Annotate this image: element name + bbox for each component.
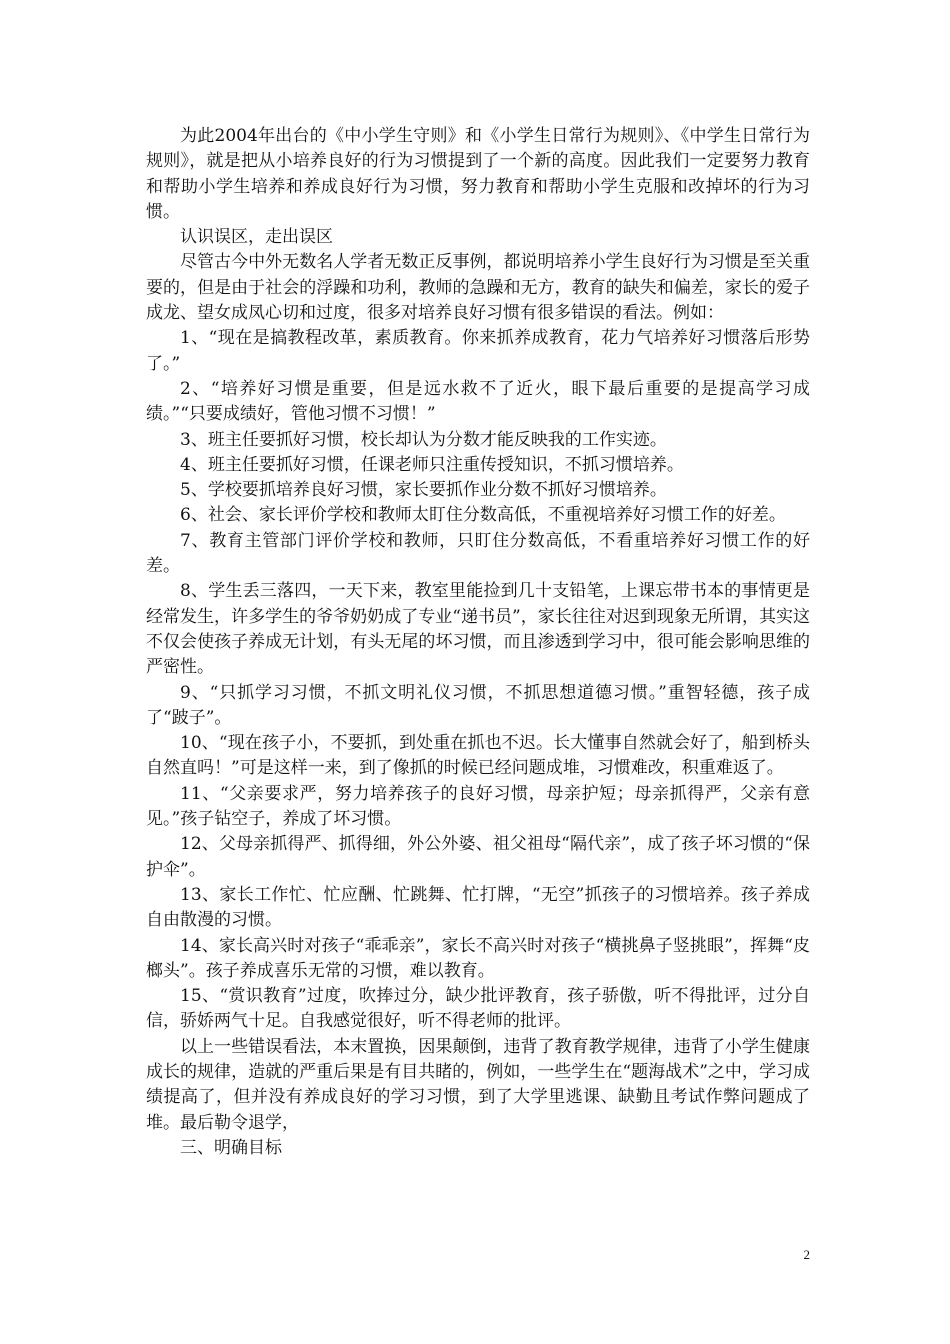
- list-item-3: 3、班主任要抓好习惯，校长却认为分数才能反映我的工作实迹。: [180, 429, 667, 450]
- list-item-12: 12、父母亲抓得严、抓得细，外公外婆、祖父祖母“隔代亲”，成了孩子坏习惯的“保护伞”。: [146, 834, 810, 880]
- paragraph-intro: 为此2004年出台的《中小学生守则》和《小学生日常行为规则》、《中学生日常行为规则》，就是把从小培养良好的行为习惯提到了一个新的高度。因此我们一定要努力教育和帮助小学生培养和养成良好行为习惯，努力教育和帮助小学生克服和改掉坏的行为习惯。: [146, 126, 810, 222]
- paragraph-misconceptions-intro: 尽管古今中外无数名人学者无数正反事例，都说明培养小学生良好行为习惯是至关重要的，但是由于社会的浮躁和功利，教师的急躁和无方，教育的缺失和偏差，家长的爱子成龙、望女成凤心切和过度，很多对培养良好习惯有很多错误的看法。例如：: [146, 252, 810, 324]
- list-item-11: 11、“父亲要求严，努力培养孩子的良好习惯，母亲护短；母亲抓得严，父亲有意见。”孩子钻空子，养成了坏习惯。: [146, 783, 810, 830]
- document-body: [146, 124, 810, 1161]
- list-item-9: 9、“只抓学习习惯，不抓文明礼仪习惯，不抓思想道德习惯。”重智轻德，孩子成了“跛子”。: [146, 682, 810, 728]
- list-item-7: 7、教育主管部门评价学校和教师，只盯住分数高低，不看重培养好习惯工作的好差。: [146, 530, 810, 577]
- list-item-5: 5、学校要抓培养良好习惯，家长要抓作业分数不抓好习惯培养。: [180, 480, 667, 501]
- list-item-13: 13、家长工作忙、忙应酬、忙跳舞、忙打牌，“无空”抓孩子的习惯培养。孩子养成自由散漫的习惯。: [146, 884, 810, 931]
- list-item-15: 15、“赏识教育”过度，吹捧过分，缺少批评教育，孩子骄傲，听不得批评，过分自信，骄娇两气十足。自我感觉很好，听不得老师的批评。: [146, 986, 810, 1032]
- section-heading-misconceptions: 认识误区，走出误区: [180, 227, 333, 248]
- list-item-14: 14、家长高兴时对孩子“乖乖亲”，家长不高兴时对孩子“横挑鼻子竖挑眼”，挥舞“皮榔头”。孩子养成喜乐无常的习惯，难以教育。: [146, 935, 810, 981]
- list-item-2: 2、“培养好习惯是重要，但是远水救不了近火，眼下最后重要的是提高学习成绩。”“只要成绩好，管他习惯不习惯！”: [146, 378, 810, 425]
- paragraph-conclusion: 以上一些错误看法，本末置换，因果颠倒，违背了教育教学规律，违背了小学生健康成长的规律，造就的严重后果是有目共睹的，例如，一些学生在“题海战术”之中，学习成绩提高了，但并没有养成良好的学习习惯，到了大学里逃课、缺勤且考试作弊问题成了堆。最后勒令退学，: [146, 1036, 810, 1133]
- section-heading-goals: 三、明确目标: [180, 1137, 282, 1158]
- list-item-10: 10、“现在孩子小，不要抓，到处重在抓也不迟。长大懂事自然就会好了，船到桥头自然直吗！”可是这样一来，到了像抓的时候已经问题成堆，习惯难改，积重难返了。: [146, 733, 810, 779]
- list-item-1: 1、“现在是搞教程改革，素质教育。你来抓养成教育，花力气培养好习惯落后形势了。”: [146, 328, 810, 374]
- list-item-4: 4、班主任要抓好习惯，任课老师只注重传授知识，不抓习惯培养。: [180, 454, 684, 475]
- page-number: 2: [803, 1247, 810, 1262]
- list-item-8: 8、学生丢三落四，一天下来，教室里能捡到几十支铅笔，上课忘带书本的事情更是经常发生，许多学生的爷爷奶奶成了专业“递书员”，家长往往对迟到现象无所谓，其实这不仅会使孩子养成无计划，有头无尾的坏习惯，而且渗透到学习中，很可能会影响思维的严密性。: [146, 581, 810, 678]
- list-item-6: 6、社会、家长评价学校和教师太盯住分数高低，不重视培养好习惯工作的好差。: [180, 505, 786, 526]
